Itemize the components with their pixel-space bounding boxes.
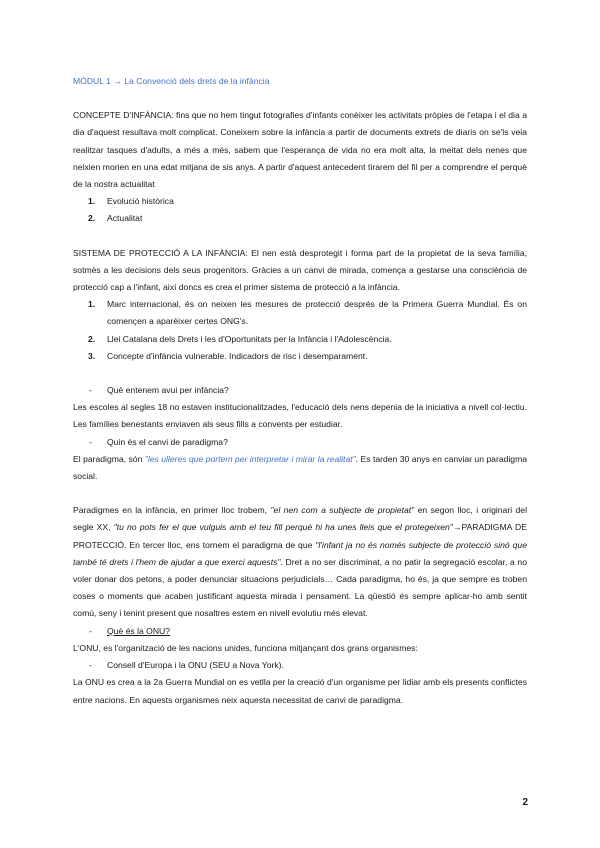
text-span: . Dret a no ser discriminat, a no patir la segregació escolar, a no voler donar dos petons, a poder denunciar situacions perjudicials… Cada paradigma, ho és, ja que sempre es troben coses o moments que acaben justificant aquesta mirada i pensament. La qüestió és sempre aplicar-ho amb sentit comú, seny i tenint present que nosaltres estem en nivell evolutiu més elevat. bbox=[73, 556, 527, 619]
paragraph-paradigms-childhood bbox=[73, 502, 527, 622]
question-item bbox=[73, 382, 527, 399]
list-number: 2. bbox=[88, 213, 96, 224]
text-span: →PARADIGMA DE PROTECCIÓ. En tercer lloc, ens tornem el paradigma de que bbox=[73, 522, 527, 550]
text-span: en segon lloc, i originari del segle XX, bbox=[73, 505, 527, 533]
list-item bbox=[73, 296, 527, 330]
dash-bullet: - bbox=[89, 625, 92, 636]
question-item bbox=[73, 434, 527, 451]
list-text: Concepte d'infància vulnerable. Indicadors de risc i desemparament. bbox=[107, 350, 368, 361]
list-concept bbox=[73, 193, 527, 227]
quote-italic: "tu no pots fer el que vulguis amb el teu fill perquè hi ha unes lleis que el protegeixen" bbox=[113, 522, 453, 533]
quote-italic: "l'infant ja no és només subjecte de protecció sinó que també té drets i l'hem de ajudar a que exerci aquests" bbox=[73, 539, 527, 567]
paragraph-onu-creation: La ONU es crea a la 2a Guerra Mundial on es vetlla per la creació d'un organisme per lidiar amb els presents conflictes entre nacions. En aquests organismes neix aquesta necessitat de canvi de paradigma. bbox=[73, 677, 527, 705]
list-number: 2. bbox=[88, 333, 96, 344]
spacer bbox=[73, 228, 527, 245]
question-text: Què entenem avui per infància? bbox=[107, 385, 229, 396]
paradigm-quote: "les ulleres que portem per interpretar i mirar la realitat" bbox=[144, 453, 356, 464]
text-span: . Es tarden 30 anys en canviar un paradigma social. bbox=[73, 453, 528, 482]
question-item bbox=[73, 623, 527, 640]
spacer bbox=[73, 365, 527, 382]
list-protection bbox=[73, 296, 527, 365]
question-text: Què és la ONU? bbox=[107, 625, 171, 636]
list-text: Llei Catalana dels Drets i les d'Oportunitats per la Infància i l'Adolescència. bbox=[107, 333, 392, 344]
list-number: 1. bbox=[88, 299, 96, 310]
list-item bbox=[73, 348, 527, 365]
dash-bullet: - bbox=[89, 660, 92, 671]
text-span: Paradigmes en la infància, en primer lloc trobem, bbox=[73, 505, 271, 516]
list-number: 3. bbox=[88, 350, 96, 361]
dash-bullet: - bbox=[89, 436, 92, 447]
list-item bbox=[73, 193, 527, 210]
page-content bbox=[73, 73, 527, 709]
list-text: Actualitat bbox=[107, 213, 143, 224]
paragraph-schools: Les escoles al segles 18 no estaven institucionalitzades, l'educació dels nens depenia de la iniciativa a nivell col·lectiu. Les famílies benestants enviaven als seus fills a convents per estudiar. bbox=[73, 402, 527, 430]
question-list bbox=[73, 382, 527, 399]
list-text: Evolució històrica bbox=[107, 196, 174, 207]
spacer bbox=[73, 485, 527, 502]
organism-item bbox=[73, 657, 527, 674]
paragraph-onu: L'ONU, es l'organització de les nacions unides, funciona mitjançant dos grans organismes: bbox=[73, 642, 418, 653]
paragraph-paradigm bbox=[73, 451, 527, 485]
text-span: El paradigma, són bbox=[73, 453, 145, 464]
page-number: 2 bbox=[522, 797, 528, 808]
dash-bullet: - bbox=[89, 385, 92, 396]
paragraph-concept: CONCEPTE D'INFÀNCIA: fins que no hem tingut fotografies d'infants conèixer les activitats pròpies de l'etapa i el dia a dia d'aquest resultava molt complicat. Coneixem sobre la infància a partir de documents extrets de diaris on se'ls veia realitzar tasques d'adults, a més a més, sabem que l'esperança de vida no era molt alta, la meitat dels nenes que neixien morien en una edat mitjana de sis anys. A partir d'aquest antecedent tirarem del fil per a comprendre el perquè de la nostra actualitat bbox=[73, 110, 527, 190]
question-text: Quin és el canvi de paradigma? bbox=[107, 436, 228, 447]
module-title: MÒDUL 1 → La Convenció dels drets de la infància bbox=[73, 76, 270, 86]
list-number: 1. bbox=[88, 196, 96, 207]
question-list bbox=[73, 623, 527, 640]
question-list bbox=[73, 434, 527, 451]
list-item bbox=[73, 210, 527, 227]
organism-text: Consell d'Europa i la ONU (SEU a Nova York). bbox=[107, 660, 284, 671]
quote-italic: "el nen com a subjecte de propietat" bbox=[270, 505, 415, 516]
paragraph-protection-system: SISTEMA DE PROTECCIÓ A LA INFÀNCIA: El nen està desprotegit i forma part de la propietat de la seva família, sotmès a les decisions dels seus progenitors. Gràcies a un canvi de mirada, comença a gestarse una consciència de protecció cap a l'infant, així doncs es crea el primer sistema de protecció a la infància. bbox=[73, 247, 527, 293]
organism-list bbox=[73, 657, 527, 674]
list-text: Marc internacional, és on neixen les mesures de protecció després de la Primera Guerra Mundial. És on començen a aparèixer certes ONG's. bbox=[107, 299, 527, 327]
list-item bbox=[73, 331, 527, 348]
